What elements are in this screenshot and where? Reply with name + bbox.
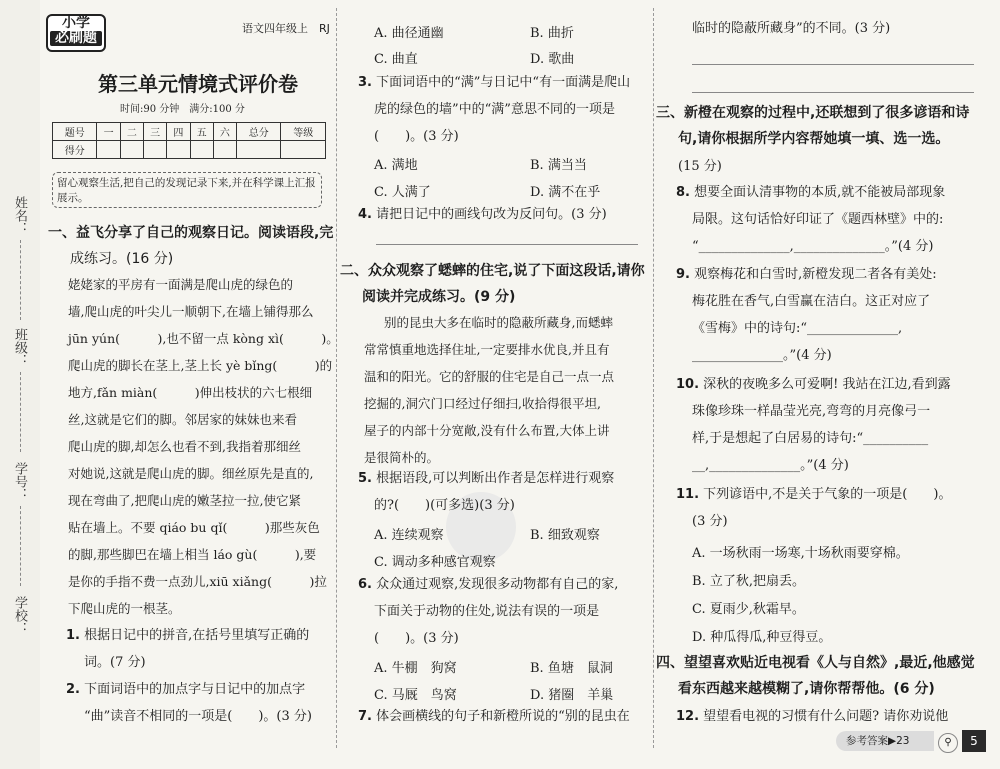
table-cell: 五 bbox=[190, 123, 213, 141]
question-5: 5. 根据语段,可以判断出作者是怎样进行观察 bbox=[358, 471, 615, 486]
score-cell[interactable] bbox=[120, 141, 143, 159]
answer-line-q4[interactable] bbox=[376, 244, 638, 245]
section-2-heading: 二、众众观察了蟋蟀的住宅,说了下面这段话,请你 bbox=[340, 263, 645, 279]
question-9-blank[interactable]: ______________。”(4 分) bbox=[692, 348, 832, 363]
diary-line: 姥姥家的平房有一面满是爬山虎的绿色的 bbox=[68, 277, 294, 292]
section-4-heading: 四、望望喜欢贴近电视看《人与自然》,最近,他感觉 bbox=[656, 655, 975, 671]
q3-option-c[interactable]: C. 人满了 bbox=[374, 185, 431, 200]
section-1-heading-cont: 成练习。(16 分) bbox=[70, 251, 174, 267]
question-8: 8. 想要全面认清事物的本质,就不能被局部现象 bbox=[676, 185, 946, 200]
section-3-points: (15 分) bbox=[678, 159, 722, 174]
table-cell: 题号 bbox=[53, 123, 97, 141]
question-2: 2. 下面词语中的加点字与日记中的加点字 bbox=[66, 682, 306, 697]
question-6-cont: 下面关于动物的住处,说法有误的一项是 bbox=[374, 604, 600, 619]
q3-option-d[interactable]: D. 满不在乎 bbox=[530, 185, 601, 200]
q2-option-d[interactable]: D. 歌曲 bbox=[530, 52, 575, 67]
passage-line: 挖掘的,洞穴门口经过仔细扫,收拾得很平坦, bbox=[364, 396, 601, 411]
question-1-cont: 词。(7 分) bbox=[84, 655, 146, 670]
diary-line: 贴在墙上。不要 qiáo bu qǐ( )那些灰色 bbox=[68, 520, 320, 535]
diary-line: 是你的手指不费一点劲儿,xiū xiǎng( )拉 bbox=[68, 574, 327, 589]
instruction-note: 留心观察生活,把自己的发现记录下来,并在科学课上汇报展示。 bbox=[52, 172, 322, 208]
table-cell: 二 bbox=[120, 123, 143, 141]
diary-line: 爬山虎的脚,却怎么也看不到,我指着那细丝 bbox=[68, 439, 301, 454]
q11-option-a[interactable]: A. 一场秋雨一场寒,十场秋雨要穿棉。 bbox=[692, 546, 909, 561]
score-table-header-row bbox=[53, 123, 326, 141]
passage-line: 常常慎重地选择住址,一定要排水优良,并且有 bbox=[364, 342, 610, 357]
question-9: 9. 观察梅花和白雪时,新橙发现二者各有美处: bbox=[676, 267, 937, 282]
q11-option-b[interactable]: B. 立了秋,把扇丢。 bbox=[692, 574, 805, 589]
time-score-info: 时间:90 分钟 满分:100 分 bbox=[120, 104, 245, 115]
question-11-cont: (3 分) bbox=[692, 514, 728, 529]
section-3-heading-cont: 句,请你根据所学内容帮她填一填、选一选。 bbox=[678, 131, 950, 147]
section-3-heading: 三、新橙在观察的过程中,还联想到了很多谚语和诗 bbox=[656, 105, 970, 121]
score-table bbox=[52, 122, 326, 159]
question-5-cont: 的?( )(可多选)(3 分) bbox=[374, 498, 515, 513]
column-divider-2 bbox=[653, 8, 654, 748]
question-3-cont: ( )。(3 分) bbox=[374, 129, 459, 144]
question-4: 4. 请把日记中的画线句改为反问句。(3 分) bbox=[358, 207, 607, 222]
diary-line: 的脚,那些脚巴在墙上相当 láo gù( ),要 bbox=[68, 547, 317, 562]
name-label: 姓名： bbox=[12, 196, 27, 235]
question-2-cont: “曲”读音不相同的一项是( )。(3 分) bbox=[84, 709, 312, 724]
question-10: 10. 深秋的夜晚多么可爱啊! 我站在江边,看到露 bbox=[676, 377, 951, 392]
answer-line-q7[interactable] bbox=[692, 64, 974, 65]
q11-option-d[interactable]: D. 种瓜得瓜,种豆得豆。 bbox=[692, 630, 832, 645]
passage-line: 屋子的内部十分宽敞,没有什么布置,大体上讲 bbox=[364, 423, 610, 438]
table-cell: 一 bbox=[97, 123, 120, 141]
q3-option-b[interactable]: B. 满当当 bbox=[530, 158, 587, 173]
question-10-cont: 珠像珍珠一样晶莹光亮,弯弯的月亮像弓一 bbox=[692, 404, 931, 419]
question-9-cont: 梅花胜在香气,白雪赢在洁白。这正对应了 bbox=[692, 294, 931, 309]
question-10-blank[interactable]: 样,于是想起了白居易的诗句:“__________ bbox=[692, 431, 929, 446]
class-label: 班级： bbox=[12, 328, 27, 367]
question-8-cont: 局限。这句话恰好印证了《题西林壁》中的: bbox=[692, 212, 944, 227]
student-id-label: 学号： bbox=[12, 462, 27, 501]
score-cell[interactable] bbox=[97, 141, 120, 159]
question-3: 3. 下面词语中的“满”与日记中“有一面满是爬山 bbox=[358, 75, 631, 90]
question-11: 11. 下列谚语中,不是关于气象的一项是( )。 bbox=[676, 487, 952, 502]
table-cell: 四 bbox=[167, 123, 190, 141]
question-12: 12. 望望看电视的习惯有什么问题? 请你劝说他 bbox=[676, 709, 949, 724]
score-cell[interactable] bbox=[281, 141, 326, 159]
exam-title: 第三单元情境式评价卷 bbox=[98, 72, 298, 96]
q2-option-b[interactable]: B. 曲折 bbox=[530, 26, 574, 41]
diary-line: jūn yún( ),也不留一点 kòng xì( )。 bbox=[68, 331, 339, 346]
q2-option-a[interactable]: A. 曲径通幽 bbox=[374, 26, 444, 41]
q5-option-c[interactable]: C. 调动多种感官观察 bbox=[374, 555, 496, 570]
diary-line: 现在弯曲了,把爬山虎的嫩茎拉一拉,使它紧 bbox=[68, 493, 301, 508]
table-cell: 六 bbox=[213, 123, 236, 141]
score-cell[interactable] bbox=[143, 141, 166, 159]
diary-line: 爬山虎的脚长在茎上,茎上长 yè bǐng( )的 bbox=[68, 358, 333, 373]
answer-key-tab[interactable]: 参考答案▶23 bbox=[836, 731, 934, 751]
question-6: 6. 众众通过观察,发现很多动物都有自己的家, bbox=[358, 577, 619, 592]
diary-line: 墙,爬山虎的叶尖儿一顺朝下,在墙上铺得那么 bbox=[68, 304, 314, 319]
section-2-heading-cont: 阅读并完成练习。(9 分) bbox=[362, 289, 516, 305]
q6-option-c[interactable]: C. 马厩 鸟窝 bbox=[374, 688, 457, 703]
question-8-blank[interactable]: “______________,______________。”(4 分) bbox=[692, 239, 934, 254]
diary-line: 丝,这就是它们的脚。邻居家的妹妹也来看 bbox=[68, 412, 297, 427]
question-3-cont: 虎的绿色的墙”中的“满”意思不同的一项是 bbox=[374, 102, 615, 117]
passage-line: 是很简朴的。 bbox=[364, 450, 440, 465]
passage-line: 别的昆虫大多在临时的隐蔽所藏身,而蟋蟀 bbox=[384, 315, 613, 330]
school-label: 学校： bbox=[12, 596, 27, 635]
q6-option-a[interactable]: A. 牛棚 狗窝 bbox=[374, 661, 457, 676]
q11-option-c[interactable]: C. 夏雨少,秋霜早。 bbox=[692, 602, 805, 617]
subject-label: 语文四年级上 RJ bbox=[242, 22, 330, 35]
name-line bbox=[20, 240, 22, 320]
q5-option-a[interactable]: A. 连续观察 bbox=[374, 528, 444, 543]
table-cell: 等级 bbox=[281, 123, 326, 141]
question-7: 7. 体会画横线的句子和新橙所说的“别的昆虫在 bbox=[358, 709, 630, 724]
answer-line-q7[interactable] bbox=[692, 92, 974, 93]
question-6-cont: ( )。(3 分) bbox=[374, 631, 459, 646]
score-cell[interactable] bbox=[237, 141, 281, 159]
table-cell: 得分 bbox=[53, 141, 97, 159]
id-line bbox=[20, 506, 22, 586]
q6-option-d[interactable]: D. 猪圈 羊巢 bbox=[530, 688, 614, 703]
section-1-heading: 一、益飞分享了自己的观察日记。阅读语段,完 bbox=[48, 225, 334, 241]
score-cell[interactable] bbox=[190, 141, 213, 159]
diary-line: 对她说,这就是爬山虎的脚。细丝原先是直的, bbox=[68, 466, 314, 481]
q6-option-b[interactable]: B. 鱼塘 鼠洞 bbox=[530, 661, 613, 676]
diary-line: 下爬山虎的一根茎。 bbox=[68, 601, 181, 616]
passage-line: 温和的阳光。它的舒服的住宅是自己一点一点 bbox=[364, 369, 615, 384]
section-4-heading-cont: 看东西越来越模糊了,请你帮帮他。(6 分) bbox=[678, 681, 935, 697]
question-9-blank[interactable]: 《雪梅》中的诗句:“______________, bbox=[692, 321, 903, 336]
magnifier-icon[interactable]: ⚲ bbox=[938, 733, 958, 753]
score-table-score-row bbox=[53, 141, 326, 159]
q2-option-c[interactable]: C. 曲直 bbox=[374, 52, 418, 67]
q5-option-b[interactable]: B. 细致观察 bbox=[530, 528, 600, 543]
question-7-cont: 临时的隐蔽所藏身”的不同。(3 分) bbox=[692, 21, 891, 36]
score-cell[interactable] bbox=[167, 141, 190, 159]
page-number: 5 bbox=[962, 730, 986, 752]
score-cell[interactable] bbox=[213, 141, 236, 159]
table-cell: 三 bbox=[143, 123, 166, 141]
table-cell: 总分 bbox=[237, 123, 281, 141]
question-10-blank[interactable]: __,______________。”(4 分) bbox=[692, 458, 849, 473]
brand-logo: 小学 必刷题 bbox=[46, 14, 106, 52]
class-line bbox=[20, 372, 22, 452]
q3-option-a[interactable]: A. 满地 bbox=[374, 158, 418, 173]
question-1: 1. 根据日记中的拼音,在括号里填写正确的 bbox=[66, 628, 310, 643]
column-divider-1 bbox=[336, 8, 337, 748]
diary-line: 地方,fǎn miàn( )伸出枝状的六七根细 bbox=[68, 385, 313, 400]
